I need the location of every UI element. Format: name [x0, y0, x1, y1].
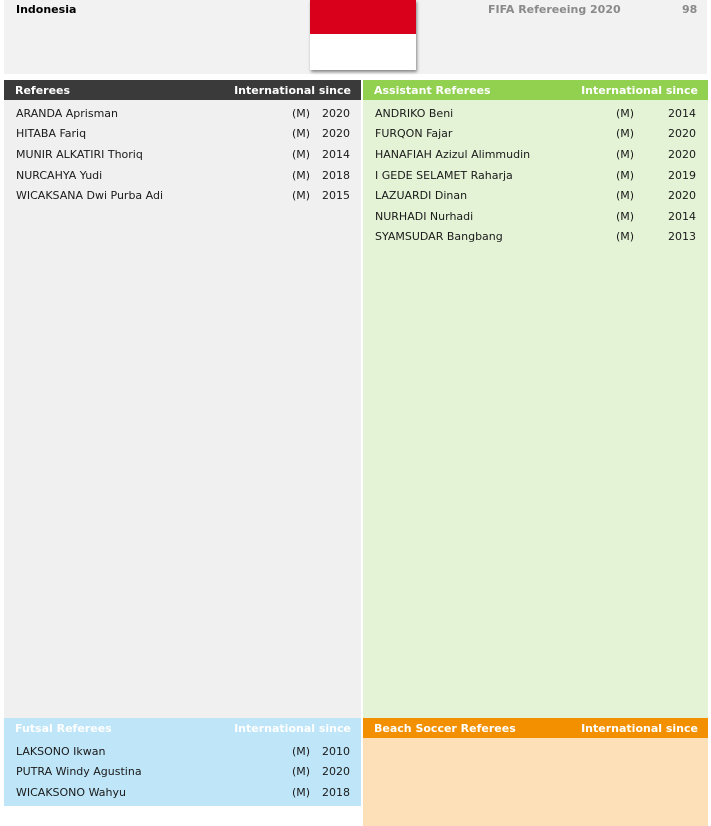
futsal-referees-section: [4, 718, 361, 806]
assistant-referee-name: LAZUARDI Dinan: [375, 189, 468, 203]
referee-row: [4, 103, 361, 124]
assistant-referee-name: FURQON Fajar: [375, 127, 453, 141]
referee-name: WICAKSANA Dwi Purba Adi: [16, 189, 164, 203]
assistant-referee-row: [363, 165, 708, 186]
assistant-referee-year: 2020: [668, 189, 696, 203]
assistant-referees-section: [363, 80, 708, 734]
futsal-referee-category: (M): [292, 744, 311, 758]
futsal-referee-year: 2010: [322, 744, 350, 758]
beach-soccer-referees-title: Beach Soccer Referees: [374, 721, 516, 735]
referees-header: [4, 80, 361, 100]
futsal-referee-name: WICAKSONO Wahyu: [16, 785, 126, 799]
referee-row: [4, 144, 361, 165]
assistant-referee-row: [363, 227, 708, 248]
assistant-referee-year: 2014: [668, 106, 696, 120]
referees-list: [4, 100, 361, 734]
flag-red-stripe: [310, 0, 416, 34]
assistant-referee-row: [363, 124, 708, 145]
assistant-referee-name: SYAMSUDAR Bangbang: [375, 230, 503, 244]
referee-year: 2018: [322, 168, 350, 182]
assistant-referee-year: 2013: [668, 230, 696, 244]
referee-category: (M): [292, 189, 311, 203]
referee-year: 2014: [322, 147, 350, 161]
page-number: 98: [682, 3, 698, 16]
assistant-referee-category: (M): [616, 168, 635, 182]
assistant-referee-category: (M): [616, 209, 635, 223]
futsal-referee-row: [4, 741, 361, 762]
beach-soccer-referees-header: [363, 718, 708, 738]
assistant-referee-category: (M): [616, 147, 635, 161]
referee-row: [4, 124, 361, 145]
referee-name: ARANDA Aprisman: [16, 106, 119, 120]
referee-category: (M): [292, 168, 311, 182]
assistant-referee-category: (M): [616, 189, 635, 203]
referee-row: [4, 165, 361, 186]
futsal-referee-name: PUTRA Windy Agustina: [16, 765, 142, 779]
assistant-referee-row: [363, 144, 708, 165]
publication-title: FIFA Refereeing 2020: [488, 3, 621, 16]
futsal-referee-year: 2018: [322, 785, 350, 799]
assistant-referee-name: I GEDE SELAMET Raharja: [375, 168, 513, 182]
referee-year: 2020: [322, 106, 350, 120]
futsal-referee-row: [4, 762, 361, 783]
assistant-referee-category: (M): [616, 127, 635, 141]
referee-name: NURCAHYA Yudi: [16, 168, 103, 182]
beach-soccer-referees-list: [363, 738, 708, 826]
referee-name: MUNIR ALKATIRI Thoriq: [16, 147, 143, 161]
assistant-referees-list: [363, 100, 708, 734]
assistant-referee-year: 2014: [668, 209, 696, 223]
assistant-referee-name: NURHADI Nurhadi: [375, 209, 474, 223]
referee-name: HITABA Fariq: [16, 127, 87, 141]
referee-row: [4, 185, 361, 206]
flag-white-stripe: [310, 34, 416, 70]
futsal-referees-title: Futsal Referees: [15, 721, 112, 735]
assistant-referee-row: [363, 206, 708, 227]
futsal-referees-since-label: International since: [234, 721, 351, 735]
assistant-referees-header: [363, 80, 708, 100]
indonesia-flag-icon: [310, 0, 416, 70]
assistant-referees-title: Assistant Referees: [374, 83, 491, 97]
referee-category: (M): [292, 147, 311, 161]
beach-soccer-referees-section: [363, 718, 708, 826]
referee-category: (M): [292, 106, 311, 120]
assistant-referee-year: 2019: [668, 168, 696, 182]
assistant-referee-category: (M): [616, 230, 635, 244]
referees-section: [4, 80, 361, 734]
futsal-referee-category: (M): [292, 765, 311, 779]
page-header: [4, 0, 707, 74]
futsal-referee-row: [4, 782, 361, 803]
assistant-referee-year: 2020: [668, 147, 696, 161]
referee-year: 2015: [322, 189, 350, 203]
futsal-referee-name: LAKSONO Ikwan: [16, 744, 106, 758]
assistant-referee-category: (M): [616, 106, 635, 120]
assistant-referee-name: HANAFIAH Azizul Alimmudin: [375, 147, 531, 161]
futsal-referee-year: 2020: [322, 765, 350, 779]
referee-category: (M): [292, 127, 311, 141]
referee-year: 2020: [322, 127, 350, 141]
assistant-referee-row: [363, 103, 708, 124]
referees-title: Referees: [15, 83, 71, 97]
assistant-referees-since-label: International since: [581, 83, 698, 97]
referees-since-label: International since: [234, 83, 351, 97]
assistant-referee-year: 2020: [668, 127, 696, 141]
futsal-referee-category: (M): [292, 785, 311, 799]
country-name: Indonesia: [16, 3, 77, 16]
beach-soccer-referees-since-label: International since: [581, 721, 698, 735]
assistant-referee-name: ANDRIKO Beni: [375, 106, 454, 120]
assistant-referee-row: [363, 185, 708, 206]
